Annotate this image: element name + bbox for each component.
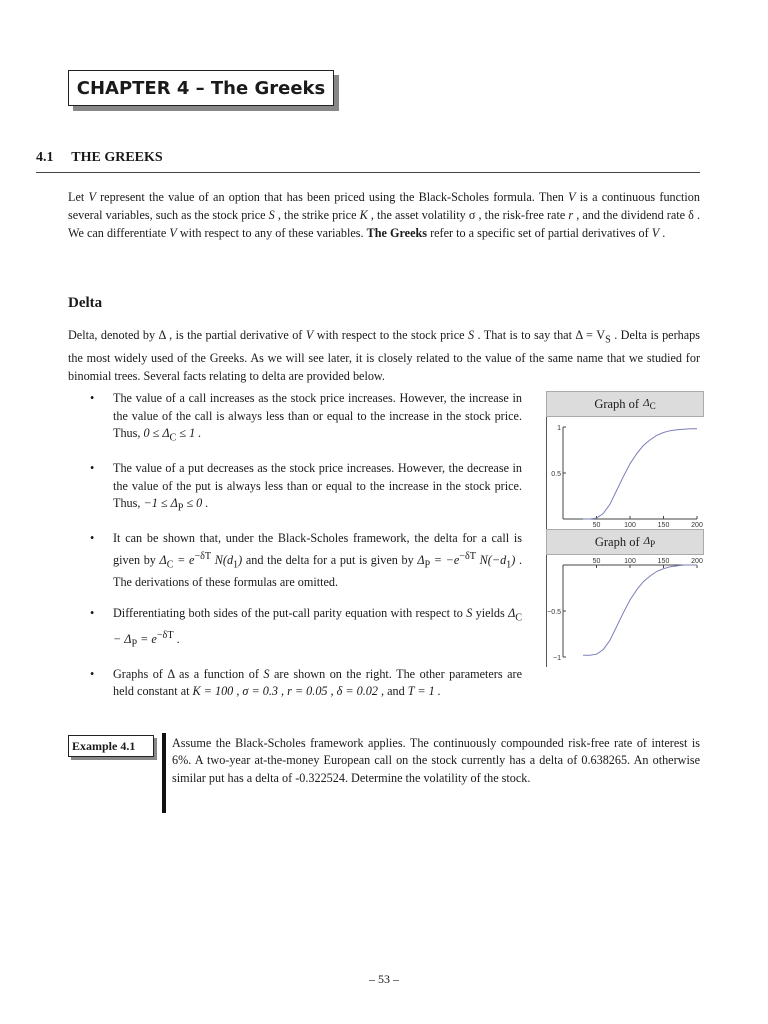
list-item: • The value of a call increases as the stock price increases. However, the increase in the value of the call is always less than or equal to the increase in the stock price. Thus, $0 \le \Delta_C \le 1$ . <box>90 390 522 447</box>
x-tick-label: 100 <box>624 558 636 565</box>
call-delta-graph <box>546 391 704 529</box>
delta-heading: Delta <box>68 295 103 311</box>
call-graph-symbol: $\Delta_C$ <box>643 396 656 412</box>
call-delta-line <box>583 429 697 519</box>
put-delta-chart <box>547 555 705 667</box>
list-item: • It can be shown that, under the Black-Scholes framework, the delta for a call is given by $\Delta_C = e^{-\delta T}$ $N(d_1)$ and the delta for a put is given by $\Delta_P = -e^{-\delta T}$ $N(-d_1)$ . The derivations of these formulas are omitted. <box>90 530 522 591</box>
call-delta-chart <box>547 417 705 529</box>
x-tick-label: 150 <box>657 558 670 565</box>
example-text: Assume the Black-Scholes framework applies. The continuously compounded risk-free rate of interest is 6%. A two-year at-the-money European call on the stock currently has a delta of 0.638265. An otherwise similar put has a delta of -0.322524. Determine the volatility of the stock. <box>172 736 700 785</box>
section-title-text: THE GREEKS <box>71 150 163 165</box>
y-tick-label: −1 <box>553 655 561 662</box>
x-tick-label: 50 <box>592 522 601 529</box>
put-graph-symbol: $\Delta_P$ <box>643 534 656 550</box>
y-tick-label: 1 <box>557 425 561 432</box>
put-delta-line <box>583 565 697 655</box>
x-tick-label: 50 <box>592 558 601 565</box>
chapter-title: CHAPTER 4 – The Greeks <box>76 77 326 99</box>
call-graph-header <box>546 391 704 417</box>
chapter-title-box <box>68 70 334 106</box>
example-label: Example 4.1 <box>68 735 154 757</box>
list-item: • The value of a put decreases as the stock price increases. However, the decrease in the value of the put is always less than or equal to the increase in the stock price. Thus, $-1 \le \Delta_P \le 0$ . <box>90 460 522 517</box>
example-divider <box>162 733 166 813</box>
call-graph-plot <box>546 417 704 529</box>
y-tick-label: −0.5 <box>547 609 561 616</box>
y-tick-label: 0.5 <box>551 471 561 478</box>
delta-facts-list <box>90 390 522 714</box>
x-tick-label: 200 <box>691 558 703 565</box>
x-tick-label: 100 <box>624 522 636 529</box>
list-item: • Differentiating both sides of the put-call parity equation with respect to S yields $\Delta_C - \Delta_P = e^{-\delta T}$ . <box>90 605 522 653</box>
page-number: – 53 – <box>369 972 399 986</box>
list-item: • Graphs of Δ as a function of S are shown on the right. The other parameters are held constant at K = 100 , σ = 0.3 , r = 0.05 , δ = 0.02 , and T = 1 . <box>90 666 522 701</box>
x-tick-label: 150 <box>657 522 670 529</box>
section-number: 4.1 <box>36 150 54 165</box>
call-graph-label: Graph of <box>594 396 640 411</box>
put-graph-header <box>546 529 704 555</box>
put-graph-label: Graph of <box>594 534 640 549</box>
put-graph-plot <box>546 555 704 667</box>
section-heading <box>36 150 700 173</box>
put-delta-graph <box>546 529 704 667</box>
intro-paragraph: Let V represent the value of an option that has been priced using the Black-Scholes formula. Then V is a continuous function several variables, such as the stock price S , the strike price K , the asset volatility σ , the risk-free rate r , and the dividend rate δ . We can differentiate V with respect to any of these variables. The Greeks refer to a specific set of partial derivatives of V . <box>68 190 700 240</box>
delta-paragraph: Delta, denoted by Δ , is the partial derivative of V with respect to the stock price S . That is to say that $\Delta = V_S$ . Delta is perhaps the most widely used of the Greeks. As we will see later, it is closely related to the value of the same name that we studied for binomial trees. Several facts relating to delta are provided below. <box>68 328 700 384</box>
x-tick-label: 200 <box>691 522 703 529</box>
